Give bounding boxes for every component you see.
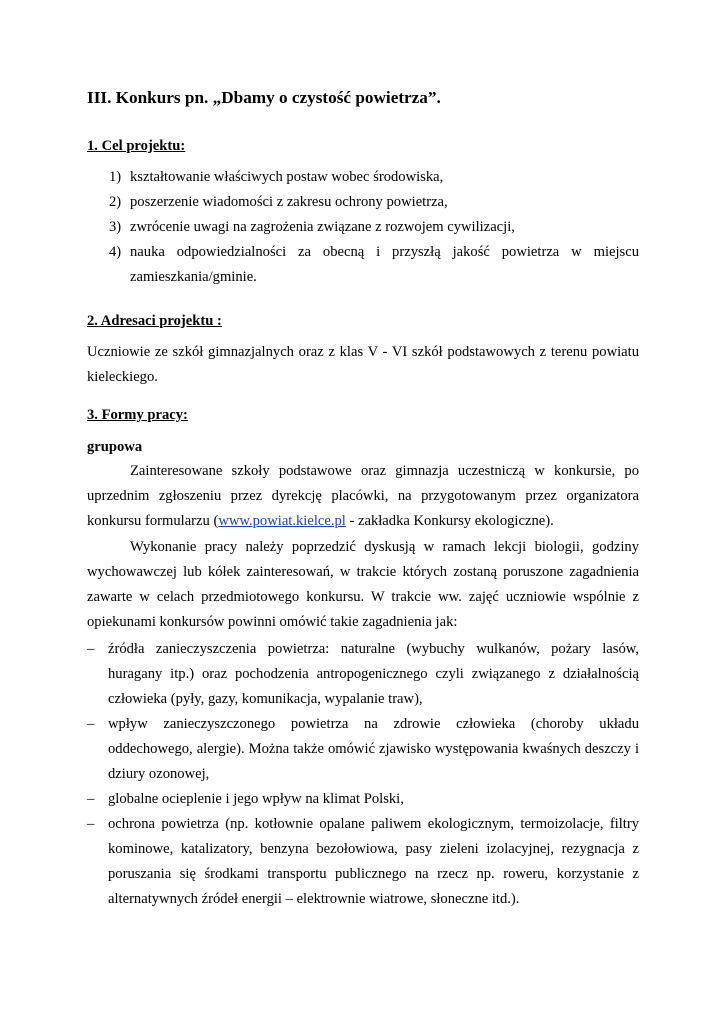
paragraph-registration: Zainteresowane szkoły podstawowe oraz gimnazja uczestniczą w konkursie, po uprzednim zgłoszeniu przez dyrekcję placówki, na przygotowanym przez organizatora konkursu formularzu (www.powiat.kielce.pl - zakładka Konkursy ekologiczne). [87, 463, 639, 529]
list-item: 2) poszerzenie wiadomości z zakresu ochrony powietrza, [109, 194, 448, 210]
list-item: – globalne ocieplenie i jego wpływ na klimat Polski, [87, 791, 404, 807]
list-item: – ochrona powietrza (np. kotłownie opalane paliwem ekologicznym, termoizolacje, filtry kominowe, katalizatory, benzyna bezołowiowa, pasy zieleni izolacyjnej, rezygnacja z poruszania się środkami transportu publicznego na rzecz np. roweru, korzystanie z alternatywnych źródeł energii – elektrownie wiatrowe, słoneczne itd.). [87, 816, 639, 907]
powiat-link[interactable]: www.powiat.kielce.pl [218, 513, 346, 529]
list-item: 1) kształtowanie właściwych postaw wobec środowiska, [109, 169, 444, 185]
section-heading-formy: 3. Formy pracy: [87, 407, 188, 423]
topics-list [87, 637, 639, 912]
paragraph-discussion: Wykonanie pracy należy poprzedzić dyskusją w ramach lekcji biologii, godziny wychowawczej lub kółek zainteresowań, w trakcie których zostaną poruszone zagadnienia zawarte w celach przedmiotowego konkursu. W trakcie ww. zajęć uczniowie wspólnie z opiekunami konkursów powinni omówić takie zagadnienia jak: [87, 539, 639, 630]
goals-list [87, 165, 639, 290]
list-item: 4) nauka odpowiedzialności za obecną i przyszłą jakość powietrza w miejscu zamieszkania/gminie. [109, 244, 639, 285]
section-heading-cel: 1. Cel projektu: [87, 138, 186, 154]
list-item: – wpływ zanieczyszczonego powietrza na zdrowie człowieka (choroby układu oddechowego, alergie). Można także omówić zjawisko występowania kwaśnych deszczy i dziury ozonowej, [87, 716, 639, 782]
section-heading-adresaci: 2. Adresaci projektu : [87, 313, 222, 329]
list-item: – źródła zanieczyszczenia powietrza: naturalne (wybuchy wulkanów, pożary lasów, huragany itp.) oraz pochodzenia antropogenicznego czyli związanego z działalnością człowieka (pyły, gazy, komunikacja, wypalanie traw), [87, 641, 639, 707]
list-item: 3) zwrócenie uwagi na zagrożenia związane z rozwojem cywilizacji, [109, 219, 515, 235]
adresaci-text: Uczniowie ze szkół gimnazjalnych oraz z klas V - VI szkół podstawowych z terenu powiatu kieleckiego. [87, 344, 639, 385]
page-title: III. Konkurs pn. „Dbamy o czystość powietrza”. [87, 88, 441, 107]
subheading-grupowa: grupowa [87, 439, 143, 455]
